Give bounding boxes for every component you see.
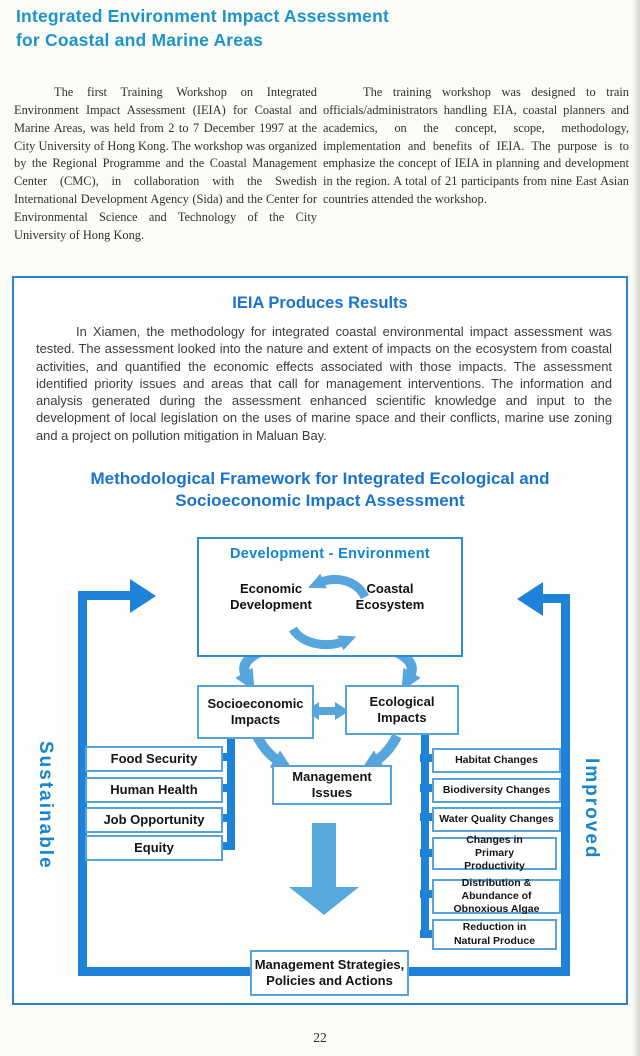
intro-paragraph-right: The training workshop was designed to train officials/administrators handling EIA, coastal planners and academics, on the concept, scope, methodology, implementation and benefits of IEIA. The purpose is to emphasize the concept of IEIA in planning and development in the region. A total of 21 participants from nine East Asian countries attended the workshop. <box>323 85 629 207</box>
management-strategies-box: Management Strategies, Policies and Actions <box>250 950 409 996</box>
right-connector-nub <box>420 784 432 792</box>
primary-productivity-box: Changes in Primary Productivity <box>432 837 557 870</box>
loop-left-top-bar <box>78 591 130 600</box>
framework-heading: Methodological Framework for Integrated Ecological and Socioeconomic Impact Assessment <box>90 468 550 511</box>
improved-label: Improved <box>581 757 602 860</box>
results-paragraph: In Xiamen, the methodology for integrated coastal environmental impact assessment was tested. The assessment looked into the nature and extent of impacts on the ecosystem from coastal activities, and quantified the economic effects associated with those impacts. The assessment identified priority issues and areas that call for management interventions. The information and analysis generated during the assessment enhanced scientific knowledge and input to the development of local legislation on the uses of marine space and their conflicts, marine use zoning and a project on pollution mitigation in Maluan Bay. <box>36 324 612 443</box>
right-connector-nub <box>420 890 432 898</box>
page-number: 22 <box>313 1030 327 1045</box>
right-connector-nub <box>420 754 432 762</box>
economic-development-label: Economic Development <box>230 581 312 613</box>
big-down-arrow-shaft <box>312 823 336 887</box>
intro-paragraph-left: The first Training Workshop on Integrated Environment Impact Assessment (IEIA) for Coastal and Marine Areas, was held from 2 to 7 December 1997 at the City University of Hong Kong. The workshop was organized by the Regional Programme and the Coastal Management Center (CMC), in collaboration with the Swedish International Development Agency (Sida) and the Center for Environmental Science and Technology of the City University of Hong Kong. <box>14 85 317 242</box>
results-heading: IEIA Produces Results <box>232 294 408 312</box>
human-health-box: Human Health <box>85 777 223 803</box>
water-quality-changes-box: Water Quality Changes <box>432 807 561 832</box>
arrow-socioeconomic-to-management <box>257 736 280 762</box>
right-connector-nub <box>420 930 432 938</box>
scan-edge-shadow <box>632 0 640 1056</box>
obnoxious-algae-box: Distribution & Abundance of Obnoxious Algae <box>432 879 561 914</box>
loop-right-arrowhead <box>517 582 543 616</box>
left-connector-bar <box>227 735 235 850</box>
food-security-box: Food Security <box>85 746 223 772</box>
loop-right-vertical-bar <box>561 594 570 976</box>
arrow-ecological-to-management <box>374 736 397 762</box>
management-issues-box: Management Issues <box>272 765 392 805</box>
coastal-ecosystem-label: Coastal Ecosystem <box>355 581 425 613</box>
equity-box: Equity <box>85 835 223 861</box>
loop-right-top-bar <box>542 594 570 603</box>
job-opportunity-box: Job Opportunity <box>85 807 223 833</box>
right-connector-bar <box>421 735 429 938</box>
habitat-changes-box: Habitat Changes <box>432 748 561 773</box>
socioeconomic-impacts-box: Socioeconomic Impacts <box>197 685 314 739</box>
development-environment-box <box>197 537 463 657</box>
page-title-line1: Integrated Environment Impact Assessment <box>16 6 390 26</box>
right-connector-nub <box>420 813 432 821</box>
sustainable-label: Sustainable <box>35 740 56 870</box>
dev-env-title: Development - Environment <box>229 546 431 562</box>
right-connector-nub <box>420 849 432 857</box>
loop-left-arrowhead <box>130 579 156 613</box>
page-title-line2: for Coastal and Marine Areas <box>16 29 264 50</box>
ecological-impacts-box: Ecological Impacts <box>345 685 459 735</box>
biodiversity-changes-box: Biodiversity Changes <box>432 778 561 803</box>
page-title <box>16 5 389 52</box>
big-down-arrow-head <box>289 887 359 915</box>
natural-produce-box: Reduction in Natural Produce <box>432 919 557 950</box>
results-panel <box>12 276 628 1005</box>
cycle-arrow-bottom <box>293 629 345 645</box>
